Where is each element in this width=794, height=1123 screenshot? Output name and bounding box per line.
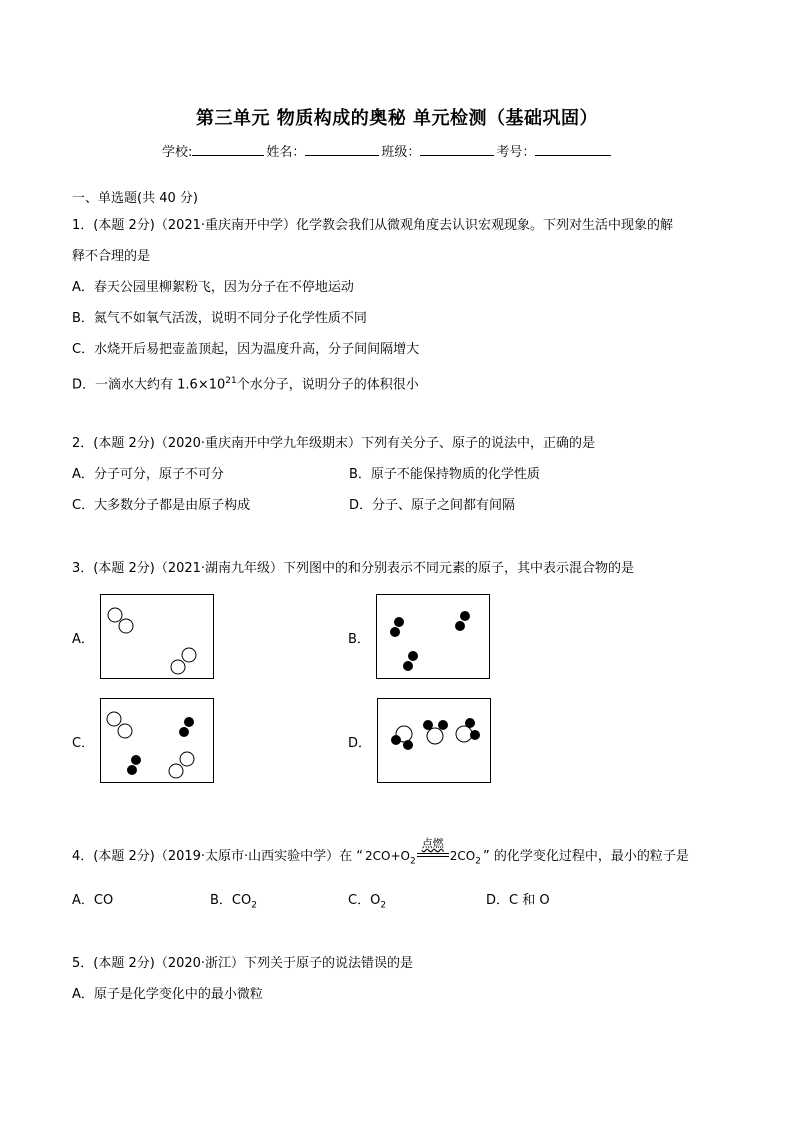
q4-option-b-sub: 2 — [251, 900, 257, 911]
q1-option-d-exponent: 21 — [225, 376, 237, 386]
q3-label-a: A． — [72, 632, 94, 647]
q4-option-b — [210, 893, 257, 914]
exam-no-label: 考号： — [496, 145, 536, 160]
school-blank[interactable] — [192, 142, 264, 156]
q1-option-d-text-end: 个水分子，说明分子的体积很小 — [236, 377, 419, 393]
molecule-diagram-c — [101, 699, 213, 782]
q4-eq-arrow — [417, 837, 449, 860]
q4-option-d: D．C 和 O — [486, 893, 550, 908]
q4-eq-left-sub: 2 — [410, 856, 416, 867]
exam-no-blank[interactable] — [535, 142, 611, 156]
q5-stem: 5．(本题 2分)（2020·浙江）下列关于原子的说法错误的是 — [72, 956, 414, 971]
q1-option-b: B．氮气不如氧气活泼，说明不同分子化学性质不同 — [72, 311, 367, 326]
class-blank[interactable] — [420, 142, 494, 156]
q1-option-d-text: D．一滴水大约有 1.6×10 — [72, 377, 226, 393]
q3-diagram-a — [100, 594, 214, 679]
q4-option-c-sub: 2 — [380, 900, 387, 911]
q4-option-c-text: C．O — [348, 893, 381, 908]
q5-option-a: A．原子是化学变化中的最小微粒 — [72, 987, 263, 1002]
q4-eq-condition: 点燃 — [421, 837, 444, 850]
section-heading: 一、单选题(共 40 分) — [72, 191, 198, 206]
q1-stem-line1: 1．(本题 2分)（2021·重庆南开中学）化学教会我们从微观角度去认识宏观现象。下列对生活中现象的解 — [72, 218, 674, 233]
molecule-diagram-b — [377, 595, 489, 678]
molecule-diagram-d — [378, 699, 490, 782]
molecule-diagram-a — [101, 595, 213, 678]
page-title: 第三单元 物质构成的奥秘 单元检测（基础巩固） — [195, 108, 599, 129]
school-label: 学校: — [162, 145, 193, 160]
q2-option-d: D．分子、原子之间都有间隔 — [349, 498, 516, 513]
q1-option-d — [72, 373, 419, 393]
q4-eq-right: 2CO — [449, 849, 476, 863]
q4-eq-left: 2CO+O — [365, 849, 411, 863]
q4-stem-text-end: ” 的化学变化过程中，最小的粒子是 — [482, 849, 689, 864]
q2-option-a: A．分子可分，原子不可分 — [72, 467, 224, 482]
q4-stem-text: 4．(本题 2分)（2019·太原市·山西实验中学）在 “ — [72, 849, 364, 864]
q2-stem: 2．(本题 2分)（2020·重庆南开中学九年级期末）下列有关分子、原子的说法中，正确的是 — [72, 436, 596, 451]
q2-option-c: C．大多数分子都是由原子构成 — [72, 498, 251, 513]
q4-option-a: A．CO — [72, 893, 114, 908]
q3-stem: 3．(本题 2分)（2021·湖南九年级）下列图中的和分别表示不同元素的原子，其中表示混合物的是 — [72, 561, 635, 576]
q3-diagram-c — [100, 698, 214, 783]
q3-label-b: B． — [348, 632, 370, 647]
q1-option-c: C．水烧开后易把壶盖顶起，因为温度升高，分子间间隔增大 — [72, 342, 420, 357]
q3-label-d: D． — [348, 736, 372, 751]
student-info-line — [162, 141, 613, 160]
q3-diagram-b — [376, 594, 490, 679]
q4-option-c — [348, 893, 386, 914]
q4-equation — [365, 837, 481, 869]
class-label: 班级： — [381, 145, 421, 160]
q2-option-b: B．原子不能保持物质的化学性质 — [349, 467, 540, 482]
q4-option-b-text: B．CO — [210, 893, 252, 908]
name-label: 姓名： — [266, 145, 306, 160]
q1-stem-line2: 释不合理的是 — [72, 249, 151, 264]
q1-option-a: A．春天公园里柳絮粉飞，因为分子在不停地运动 — [72, 280, 354, 295]
q4-eq-right-sub: 2 — [475, 856, 481, 867]
name-blank[interactable] — [305, 142, 379, 156]
q3-label-c: C． — [72, 736, 95, 751]
q3-diagram-d — [377, 698, 491, 783]
q4-stem — [72, 837, 689, 869]
